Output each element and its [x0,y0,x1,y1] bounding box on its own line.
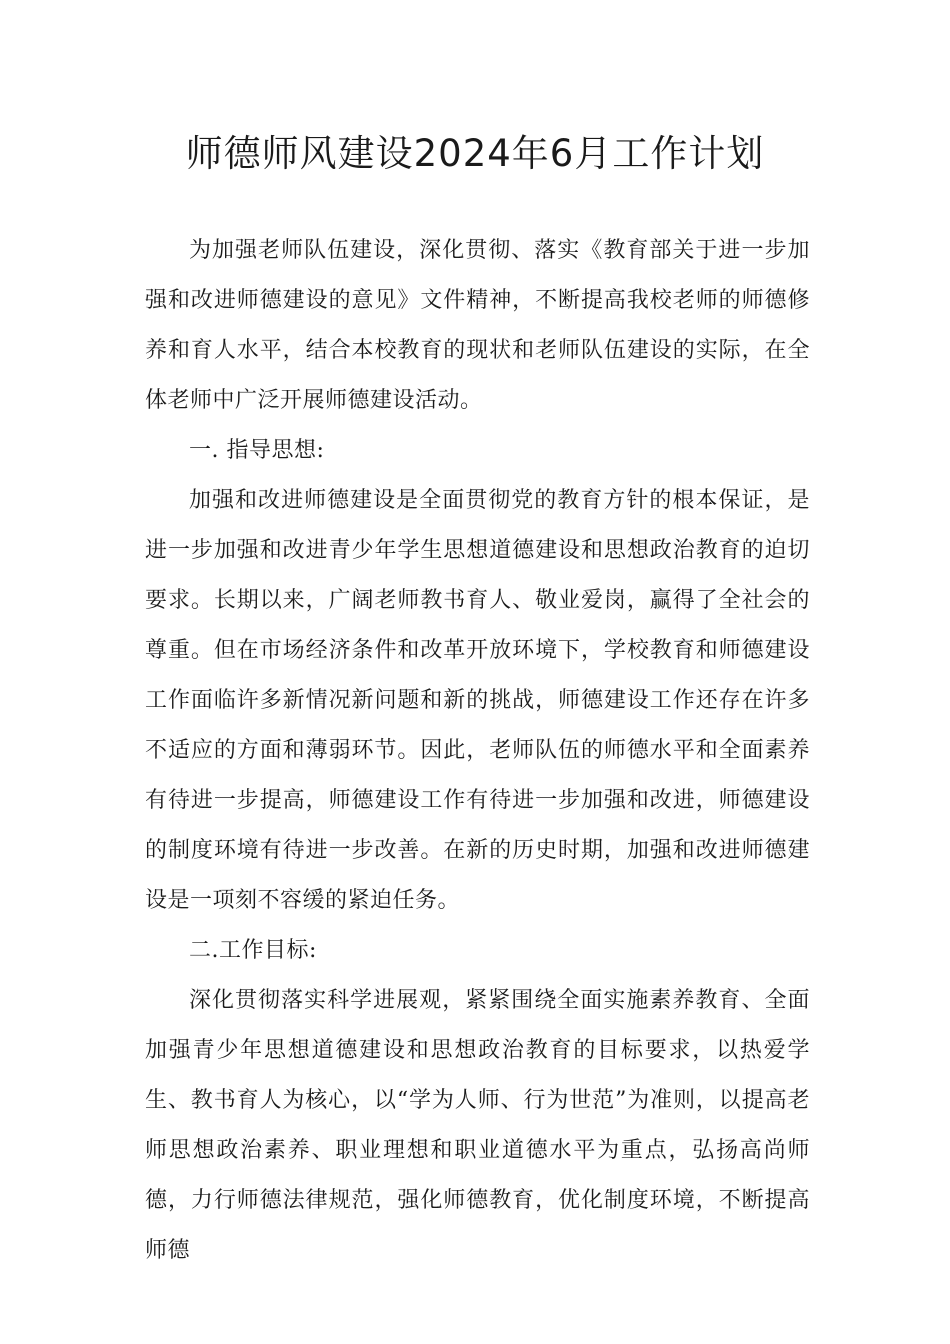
guiding-ideology-paragraph: 加强和改进师德建设是全面贯彻党的教育方针的根本保证，是进一步加强和改进青少年学生思想道德建设和思想政治教育的迫切要求。长期以来，广阔老师教书育人、敬业爱岗，赢得了全社会的尊重。但在市场经济条件和改革开放环境下，学校教育和师德建设工作面临许多新情况新问题和新的挑战，师德建设工作还存在许多不适应的方面和薄弱环节。因此，老师队伍的师德水平和全面素养有待进一步提高，师德建设工作有待进一步加强和改进，师德建设的制度环境有待进一步改善。在新的历史时期，加强和改进师德建设是一项刻不容缓的紧迫任务。 [145,488,810,913]
work-goals-paragraph: 深化贯彻落实科学进展观，紧紧围绕全面实施素养教育、全面加强青少年思想道德建设和思想政治教育的目标要求，以热爱学生、教书育人为核心，以“学为人师、行为世范”为准则，以提高老师思想政治素养、职业理想和职业道德水平为重点，弘扬高尚师德，力行师德法律规范，强化师德教育，优化制度环境，不断提高师德 [145,988,810,1263]
intro-paragraph: 为加强老师队伍建设，深化贯彻、落实《教育部关于进一步加强和改进师德建设的意见》文件精神，不断提高我校老师的师德修养和育人水平，结合本校教育的现状和老师队伍建设的实际，在全体老师中广泛开展师德建设活动。 [145,238,810,413]
document-body [145,226,810,1276]
section-heading-guiding-ideology: 一. 指导思想: [189,438,325,463]
section-heading-work-goals: 二.工作目标: [189,938,317,963]
document-title: 师德师风建设2024年6月工作计划 [185,132,765,175]
